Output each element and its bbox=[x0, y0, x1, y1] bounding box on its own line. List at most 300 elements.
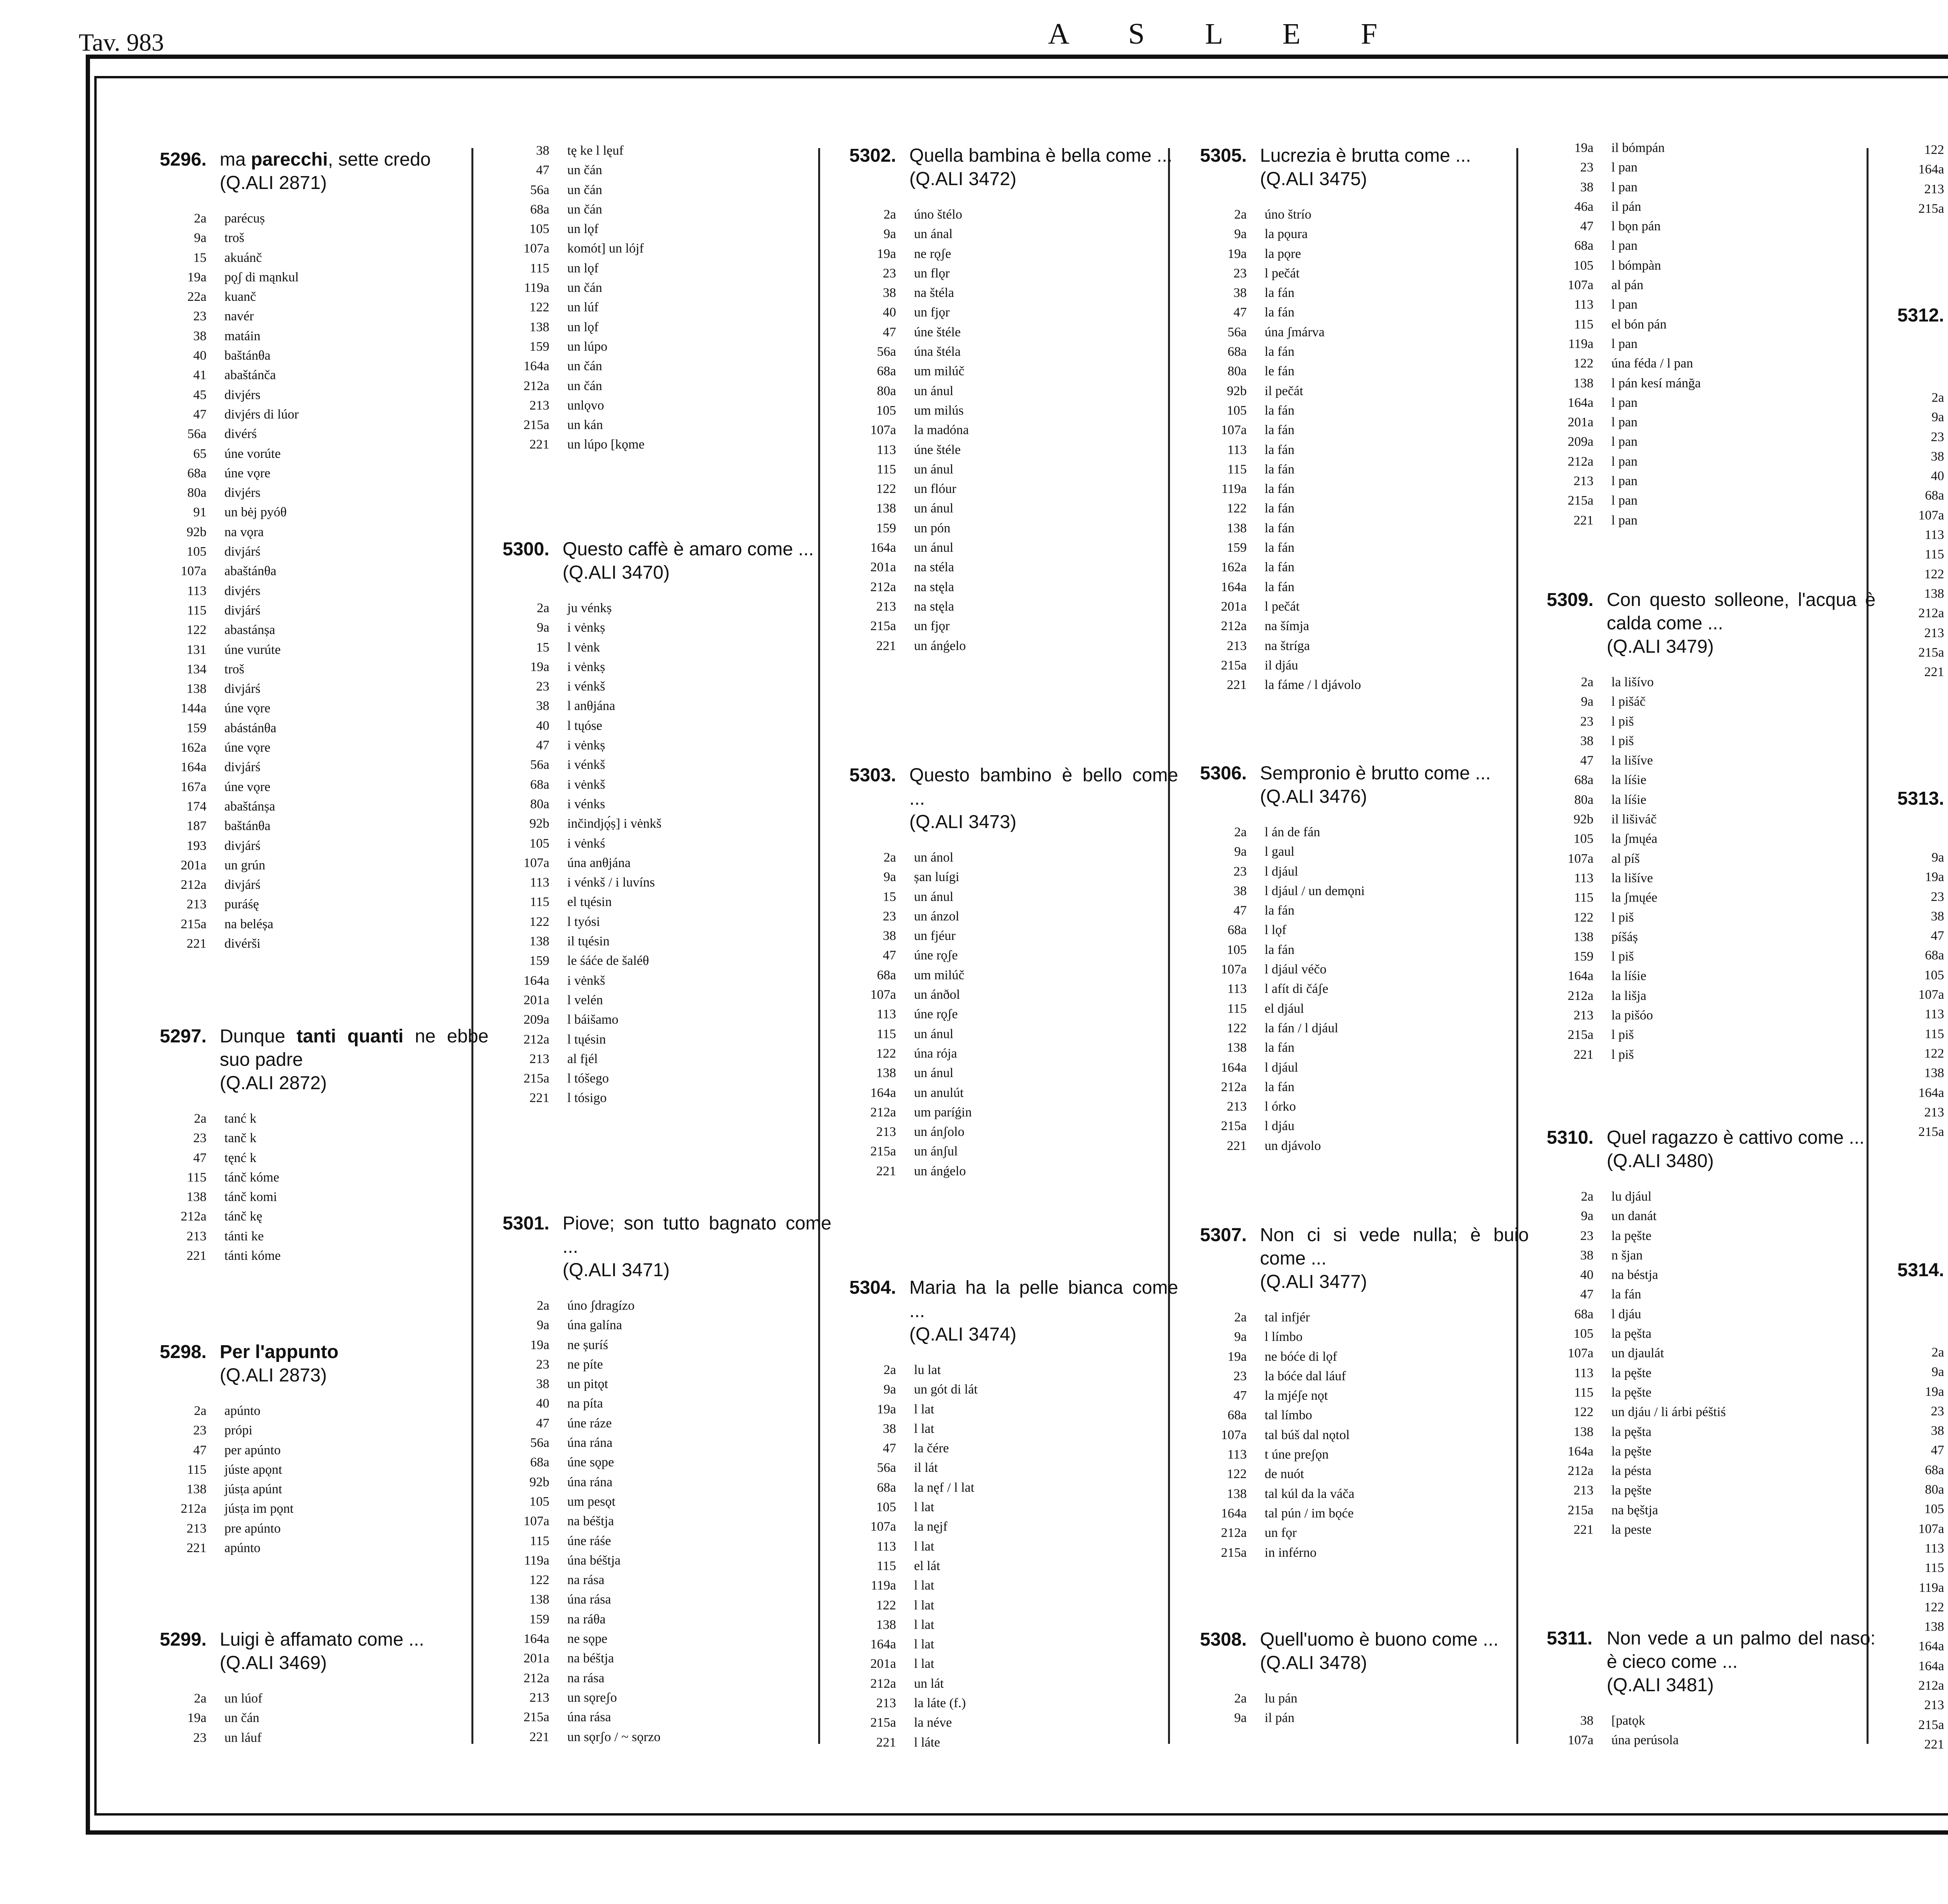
dialect-form: l báišamo bbox=[567, 1012, 619, 1027]
survey-point: 115 bbox=[1227, 1001, 1247, 1016]
dialect-form: úne štéle bbox=[914, 442, 961, 457]
survey-point: 159 bbox=[1574, 949, 1593, 964]
dialect-form: l pečát bbox=[1265, 599, 1300, 614]
dialect-form: un sǫreʃo bbox=[567, 1690, 617, 1705]
response-row bbox=[503, 1316, 845, 1335]
response-row bbox=[1547, 966, 1890, 986]
response-row bbox=[1547, 1006, 1890, 1025]
dialect-form: um milúč bbox=[914, 364, 965, 379]
dialect-form: la fán bbox=[1265, 286, 1295, 300]
response-row bbox=[1200, 460, 1543, 479]
response-row bbox=[1200, 1347, 1543, 1367]
survey-point: 164a bbox=[1918, 1085, 1944, 1100]
response-row bbox=[1897, 1558, 1948, 1578]
response-list bbox=[1547, 138, 1890, 530]
dialect-form: la pǫre bbox=[1265, 246, 1301, 261]
response-row bbox=[503, 278, 845, 298]
response-row bbox=[1200, 979, 1543, 999]
survey-point: 19a bbox=[530, 1337, 549, 1352]
survey-point: 119a bbox=[1221, 482, 1247, 496]
response-row bbox=[1547, 1520, 1890, 1540]
dialect-form: pǫʃ di mąnkul bbox=[224, 270, 299, 284]
response-row bbox=[1897, 1676, 1948, 1696]
survey-point: 131 bbox=[187, 642, 206, 657]
survey-point: 56a bbox=[877, 344, 896, 359]
response-row bbox=[849, 283, 1192, 303]
survey-point: 213 bbox=[187, 897, 206, 912]
dialect-form: il pán bbox=[1265, 1711, 1295, 1726]
dialect-form: un ánul bbox=[914, 462, 954, 477]
survey-point: 115 bbox=[187, 1170, 206, 1185]
survey-point: 45 bbox=[193, 387, 206, 402]
response-row bbox=[503, 396, 845, 415]
survey-point: 221 bbox=[876, 638, 896, 653]
question-number: 5302. bbox=[849, 145, 896, 166]
response-row bbox=[1547, 1025, 1890, 1045]
survey-point: 68a bbox=[530, 1455, 549, 1470]
response-row bbox=[1200, 1504, 1543, 1523]
response-row bbox=[160, 836, 503, 856]
dialect-form: un kán bbox=[567, 418, 603, 433]
survey-point: 2a bbox=[1234, 825, 1247, 839]
survey-point: 115 bbox=[1574, 890, 1593, 905]
response-list bbox=[160, 1401, 503, 1558]
survey-point: 113 bbox=[1227, 982, 1247, 996]
dialect-form: ne bóće di lǫf bbox=[1265, 1349, 1337, 1364]
dialect-form: l pan bbox=[1611, 513, 1638, 528]
survey-point: 213 bbox=[876, 599, 896, 614]
response-row bbox=[1547, 354, 1890, 373]
survey-point: 201a bbox=[523, 993, 549, 1007]
response-row bbox=[1200, 862, 1543, 881]
response-row bbox=[503, 1669, 845, 1688]
survey-point: 215a bbox=[1918, 201, 1944, 216]
survey-point: 68a bbox=[530, 777, 549, 792]
response-row bbox=[1200, 920, 1543, 940]
dialect-form: ne rǫʃe bbox=[914, 246, 951, 261]
survey-point: 213 bbox=[1574, 474, 1593, 489]
response-row bbox=[1200, 1484, 1543, 1504]
survey-point: 2a bbox=[536, 1298, 549, 1313]
dialect-form: júsṭa apúnt bbox=[224, 1482, 282, 1497]
dialect-form: la čére bbox=[914, 1441, 949, 1456]
dialect-form: la peste bbox=[1611, 1522, 1652, 1537]
dialect-form: abaštánča bbox=[224, 368, 276, 383]
dialect-form: un čán bbox=[567, 163, 602, 178]
question-number: 5309. bbox=[1547, 590, 1594, 610]
question-number: 5310. bbox=[1547, 1127, 1594, 1148]
question-text-part: Maria ha la pelle bianca come ... bbox=[909, 1277, 1178, 1321]
dialect-form: divjérs bbox=[224, 583, 261, 598]
dialect-form: l pan bbox=[1611, 454, 1638, 469]
survey-point: 38 bbox=[1931, 1424, 1944, 1438]
response-row bbox=[1897, 160, 1948, 179]
dialect-form: l lat bbox=[914, 1617, 934, 1632]
survey-point: 105 bbox=[1227, 403, 1247, 418]
response-row bbox=[849, 1498, 1192, 1517]
survey-point: 167a bbox=[180, 779, 206, 794]
survey-point: 209a bbox=[1567, 434, 1593, 449]
response-row bbox=[503, 657, 845, 677]
dialect-form: un láuf bbox=[224, 1730, 262, 1745]
response-row bbox=[1200, 656, 1543, 675]
response-row bbox=[503, 1512, 845, 1531]
dialect-form: la lišíve bbox=[1611, 871, 1653, 885]
response-row bbox=[849, 479, 1192, 499]
dialect-form: l gaul bbox=[1265, 844, 1295, 859]
survey-point: 164a bbox=[523, 1632, 549, 1646]
survey-point: 107a bbox=[1221, 423, 1247, 438]
survey-point: 107a bbox=[523, 241, 549, 256]
dialect-form: l piš bbox=[1611, 949, 1634, 964]
dialect-form: un ánʃul bbox=[914, 1144, 958, 1159]
survey-point: 107a bbox=[1567, 278, 1593, 293]
entry bbox=[849, 144, 1192, 656]
response-row bbox=[1547, 178, 1890, 197]
response-row bbox=[1547, 869, 1890, 888]
response-row bbox=[1547, 217, 1890, 236]
dialect-form: úno štélo bbox=[914, 207, 962, 222]
atlas-title: A S L E F bbox=[1048, 18, 1404, 50]
response-row bbox=[1897, 1578, 1948, 1598]
response-row bbox=[503, 775, 845, 795]
response-row bbox=[1547, 138, 1890, 158]
survey-point: 164a bbox=[1567, 969, 1593, 984]
question-text bbox=[1260, 144, 1529, 168]
dialect-form: na štéla bbox=[914, 286, 954, 300]
survey-point: 68a bbox=[877, 968, 896, 982]
dialect-form: úna béštja bbox=[567, 1553, 621, 1568]
survey-point: 115 bbox=[530, 1533, 549, 1548]
dialect-form: tánč kóme bbox=[224, 1170, 279, 1185]
dialect-form: na beléșa bbox=[224, 917, 273, 931]
survey-point: 122 bbox=[1574, 356, 1593, 371]
survey-point: 113 bbox=[530, 875, 549, 890]
question-heading bbox=[849, 1276, 1192, 1323]
response-row bbox=[503, 853, 845, 873]
survey-point: 113 bbox=[1227, 442, 1247, 457]
response-row bbox=[160, 307, 503, 326]
dialect-form: la fán bbox=[1265, 1079, 1295, 1094]
response-row bbox=[1897, 1005, 1948, 1024]
survey-point: 105 bbox=[1924, 968, 1944, 982]
survey-point: 105 bbox=[1574, 832, 1593, 846]
response-row bbox=[503, 1551, 845, 1570]
question-text-part: Luigi è affamato come ... bbox=[220, 1629, 424, 1650]
dialect-form: l pišáč bbox=[1611, 694, 1646, 709]
response-row bbox=[503, 1629, 845, 1649]
dialect-form: um paríǵin bbox=[914, 1105, 972, 1120]
survey-point: 80a bbox=[1574, 792, 1593, 807]
survey-point: 115 bbox=[1574, 1385, 1593, 1400]
response-row bbox=[1200, 1097, 1543, 1116]
response-row bbox=[849, 1733, 1192, 1752]
response-row bbox=[160, 1421, 503, 1440]
response-row bbox=[1547, 158, 1890, 177]
survey-point: 159 bbox=[529, 1612, 549, 1627]
response-row bbox=[503, 834, 845, 853]
dialect-form: um pesǫt bbox=[567, 1494, 616, 1509]
dialect-form: la pęšte bbox=[1611, 1228, 1652, 1243]
dialect-form: i vėnkṣ bbox=[567, 738, 605, 753]
response-list bbox=[1200, 1308, 1543, 1563]
dialect-form: al píš bbox=[1611, 851, 1640, 866]
response-row bbox=[160, 405, 503, 424]
dialect-form: própi bbox=[224, 1423, 252, 1438]
dialect-form: un flǫr bbox=[914, 266, 950, 281]
survey-point: 215a bbox=[1567, 493, 1593, 508]
dialect-form: la ʃmųée bbox=[1611, 890, 1657, 905]
response-row bbox=[1200, 205, 1543, 224]
survey-point: 159 bbox=[876, 521, 896, 535]
response-row bbox=[1897, 408, 1948, 427]
question-text-part: , sette credo bbox=[328, 149, 431, 170]
survey-point: 201a bbox=[523, 1651, 549, 1666]
response-row bbox=[1200, 999, 1543, 1019]
survey-point: 215a bbox=[870, 1715, 896, 1730]
survey-point: 23 bbox=[193, 1730, 206, 1745]
response-row bbox=[1897, 623, 1948, 643]
survey-point: 215a bbox=[870, 619, 896, 634]
dialect-form: l án de fán bbox=[1265, 825, 1320, 839]
response-row bbox=[1200, 1327, 1543, 1347]
response-row bbox=[849, 342, 1192, 362]
dialect-form: un ánal bbox=[914, 227, 953, 242]
survey-point: 159 bbox=[529, 954, 549, 968]
dialect-form: l pan bbox=[1611, 238, 1638, 253]
survey-point: 221 bbox=[529, 1091, 549, 1106]
response-row bbox=[160, 1460, 503, 1480]
dialect-form: il bómpán bbox=[1611, 141, 1665, 155]
survey-point: 68a bbox=[877, 1480, 896, 1495]
response-row bbox=[849, 985, 1192, 1005]
ali-reference: (Q.ALI 3476) bbox=[1260, 786, 1367, 807]
response-row bbox=[160, 248, 503, 268]
survey-point: 201a bbox=[1221, 599, 1247, 614]
response-row bbox=[849, 224, 1192, 244]
response-row bbox=[1897, 1343, 1948, 1362]
survey-point: 212a bbox=[523, 378, 549, 393]
dialect-form: la fán bbox=[1265, 423, 1295, 438]
survey-point: 2a bbox=[194, 1404, 206, 1418]
survey-point: 212a bbox=[1221, 1526, 1247, 1540]
dialect-form: l pečát bbox=[1265, 266, 1300, 281]
response-row bbox=[160, 581, 503, 601]
survey-point: 2a bbox=[536, 601, 549, 615]
response-row bbox=[160, 523, 503, 542]
question-text-part: Questo caffè è amaro come ... bbox=[563, 539, 814, 560]
response-row bbox=[503, 1010, 845, 1030]
question-number: 5300. bbox=[503, 539, 550, 560]
ali-reference: (Q.ALI 3470) bbox=[563, 562, 670, 583]
entry bbox=[1547, 1126, 1890, 1540]
survey-point: 215a bbox=[1567, 1028, 1593, 1042]
dialect-form: na stęla bbox=[914, 599, 954, 614]
survey-point: 138 bbox=[1227, 1486, 1247, 1501]
entry bbox=[160, 148, 503, 954]
response-row bbox=[1547, 1045, 1890, 1065]
dialect-form: l órko bbox=[1265, 1099, 1296, 1114]
dialect-form: úne vǫre bbox=[224, 740, 271, 755]
dialect-form: un gót di lát bbox=[914, 1382, 978, 1397]
dialect-form: navér bbox=[224, 309, 254, 324]
response-row bbox=[1897, 662, 1948, 682]
survey-point: 201a bbox=[870, 560, 896, 575]
dialect-form: la lišja bbox=[1611, 988, 1646, 1003]
dialect-form: un ánǵelo bbox=[914, 1164, 966, 1178]
survey-point: 115 bbox=[1925, 547, 1944, 562]
dialect-form: un ánʃolo bbox=[914, 1125, 965, 1139]
dialect-form: l bǫn pán bbox=[1611, 219, 1661, 234]
ali-reference: (Q.ALI 3477) bbox=[1260, 1272, 1367, 1292]
survey-point: 40 bbox=[1580, 1268, 1593, 1282]
response-list bbox=[503, 1296, 845, 1747]
dialect-form: komót] un lójf bbox=[567, 241, 644, 256]
response-row bbox=[503, 618, 845, 638]
survey-point: 212a bbox=[180, 878, 206, 892]
survey-point: 105 bbox=[529, 836, 549, 851]
dialect-form: un ánzol bbox=[914, 909, 960, 924]
survey-point: 2a bbox=[883, 1363, 896, 1377]
ali-reference: (Q.ALI 3472) bbox=[909, 169, 1016, 189]
response-list bbox=[1547, 1711, 1890, 1750]
dialect-form: la bóće dal láuf bbox=[1265, 1369, 1346, 1383]
response-row bbox=[1897, 1063, 1948, 1083]
survey-point: 122 bbox=[1924, 143, 1944, 157]
response-row bbox=[1200, 538, 1543, 558]
dialect-form: úne sǫpe bbox=[567, 1455, 614, 1470]
survey-point: 113 bbox=[1925, 1007, 1944, 1022]
response-list bbox=[849, 1360, 1192, 1752]
response-list bbox=[160, 209, 503, 954]
entry bbox=[1547, 588, 1890, 1065]
survey-point: 115 bbox=[1227, 462, 1247, 477]
dialect-form: apúnto bbox=[224, 1541, 261, 1556]
dialect-form: l djául bbox=[1265, 1060, 1298, 1075]
response-row bbox=[1897, 1441, 1948, 1460]
survey-point: 47 bbox=[536, 738, 549, 753]
response-row bbox=[1547, 1383, 1890, 1402]
survey-point: 38 bbox=[1931, 909, 1944, 924]
dialect-form: l anθjána bbox=[567, 699, 615, 714]
response-row bbox=[1200, 1406, 1543, 1425]
survey-point: 115 bbox=[530, 895, 549, 910]
survey-point: 164a bbox=[1918, 1639, 1944, 1654]
survey-point: 113 bbox=[877, 1539, 896, 1554]
survey-point: 92b bbox=[529, 1475, 549, 1489]
survey-point: 19a bbox=[1925, 870, 1944, 885]
response-row bbox=[160, 699, 503, 718]
survey-point: 68a bbox=[1574, 238, 1593, 253]
survey-point: 221 bbox=[529, 1729, 549, 1744]
question-heading bbox=[1200, 1224, 1543, 1270]
dialect-form: abástánθa bbox=[224, 721, 277, 735]
response-row bbox=[1897, 1083, 1948, 1103]
dialect-form: l piš bbox=[1611, 1047, 1634, 1062]
question-text-part: Quella bambina è bella come ... bbox=[909, 145, 1173, 166]
survey-point: 38 bbox=[536, 143, 549, 158]
question-text-part: Lucrezia è brutta come ... bbox=[1260, 145, 1471, 166]
response-row bbox=[1200, 1116, 1543, 1136]
question-number: 5311. bbox=[1547, 1628, 1593, 1649]
response-list bbox=[1897, 848, 1948, 1142]
response-row bbox=[1547, 1442, 1890, 1461]
survey-point: 38 bbox=[536, 1377, 549, 1392]
dialect-form: la nęjf bbox=[914, 1519, 948, 1534]
survey-point: 221 bbox=[187, 1541, 206, 1556]
dialect-form: l tósigo bbox=[567, 1091, 607, 1106]
response-row bbox=[849, 401, 1192, 420]
dialect-form: la fán bbox=[1265, 540, 1295, 555]
question-heading bbox=[1200, 762, 1543, 785]
survey-point: 41 bbox=[193, 368, 206, 383]
survey-point: 107a bbox=[523, 855, 549, 870]
dialect-form: un čán bbox=[567, 202, 602, 217]
survey-point: 38 bbox=[1233, 883, 1247, 898]
survey-point: 23 bbox=[1931, 429, 1944, 444]
response-row bbox=[1897, 545, 1948, 564]
survey-point: 19a bbox=[530, 659, 549, 674]
survey-point: 2a bbox=[1581, 1189, 1593, 1204]
survey-point: 107a bbox=[180, 564, 206, 579]
dialect-form: l lat bbox=[914, 1598, 934, 1613]
response-row bbox=[1547, 751, 1890, 770]
response-row bbox=[849, 1596, 1192, 1615]
survey-point: 215a bbox=[523, 1710, 549, 1725]
survey-point: 105 bbox=[1574, 258, 1593, 273]
survey-point: 92b bbox=[529, 816, 549, 831]
survey-point: 68a bbox=[1227, 344, 1247, 359]
survey-point: 215a bbox=[1221, 1119, 1247, 1134]
response-row bbox=[503, 892, 845, 912]
dialect-form: de nuót bbox=[1265, 1467, 1304, 1482]
survey-point: 80a bbox=[1227, 364, 1247, 379]
survey-point: 213 bbox=[876, 1125, 896, 1139]
survey-point: 213 bbox=[1924, 1105, 1944, 1120]
question-text-part: Non vede a un palmo del naso: è cieco come ... bbox=[1607, 1628, 1876, 1672]
response-row bbox=[160, 738, 503, 758]
survey-point: 92b bbox=[1574, 812, 1593, 827]
response-row bbox=[1897, 848, 1948, 867]
dialect-form: l pán kesí mánğa bbox=[1611, 376, 1701, 390]
survey-point: 23 bbox=[1233, 266, 1247, 281]
plate-number: Tav. 983 bbox=[79, 28, 164, 56]
response-row bbox=[503, 991, 845, 1010]
survey-point: 19a bbox=[1925, 1384, 1944, 1399]
dialect-form: úna štéla bbox=[914, 344, 961, 359]
dialect-form: na stęla bbox=[914, 579, 954, 594]
question-text bbox=[1607, 1126, 1876, 1150]
survey-point: 9a bbox=[194, 231, 206, 246]
dialect-form: il lišiváč bbox=[1611, 812, 1657, 827]
response-row bbox=[1897, 466, 1948, 486]
response-row bbox=[849, 1556, 1192, 1576]
response-row bbox=[849, 558, 1192, 577]
survey-point: 113 bbox=[1925, 528, 1944, 542]
survey-point: 122 bbox=[529, 914, 549, 929]
dialect-form: per apúnto bbox=[224, 1443, 281, 1457]
survey-point: 68a bbox=[187, 466, 206, 480]
survey-point: 138 bbox=[187, 682, 206, 696]
survey-point: 144a bbox=[180, 701, 206, 716]
dialect-form: l lat bbox=[914, 1657, 934, 1671]
dialect-form: il tųésin bbox=[567, 934, 610, 949]
response-row bbox=[1897, 1122, 1948, 1142]
dialect-form: un ánǵelo bbox=[914, 638, 966, 653]
question-text bbox=[1607, 1627, 1876, 1674]
dialect-form: le fán bbox=[1265, 364, 1295, 379]
response-row bbox=[849, 867, 1192, 887]
